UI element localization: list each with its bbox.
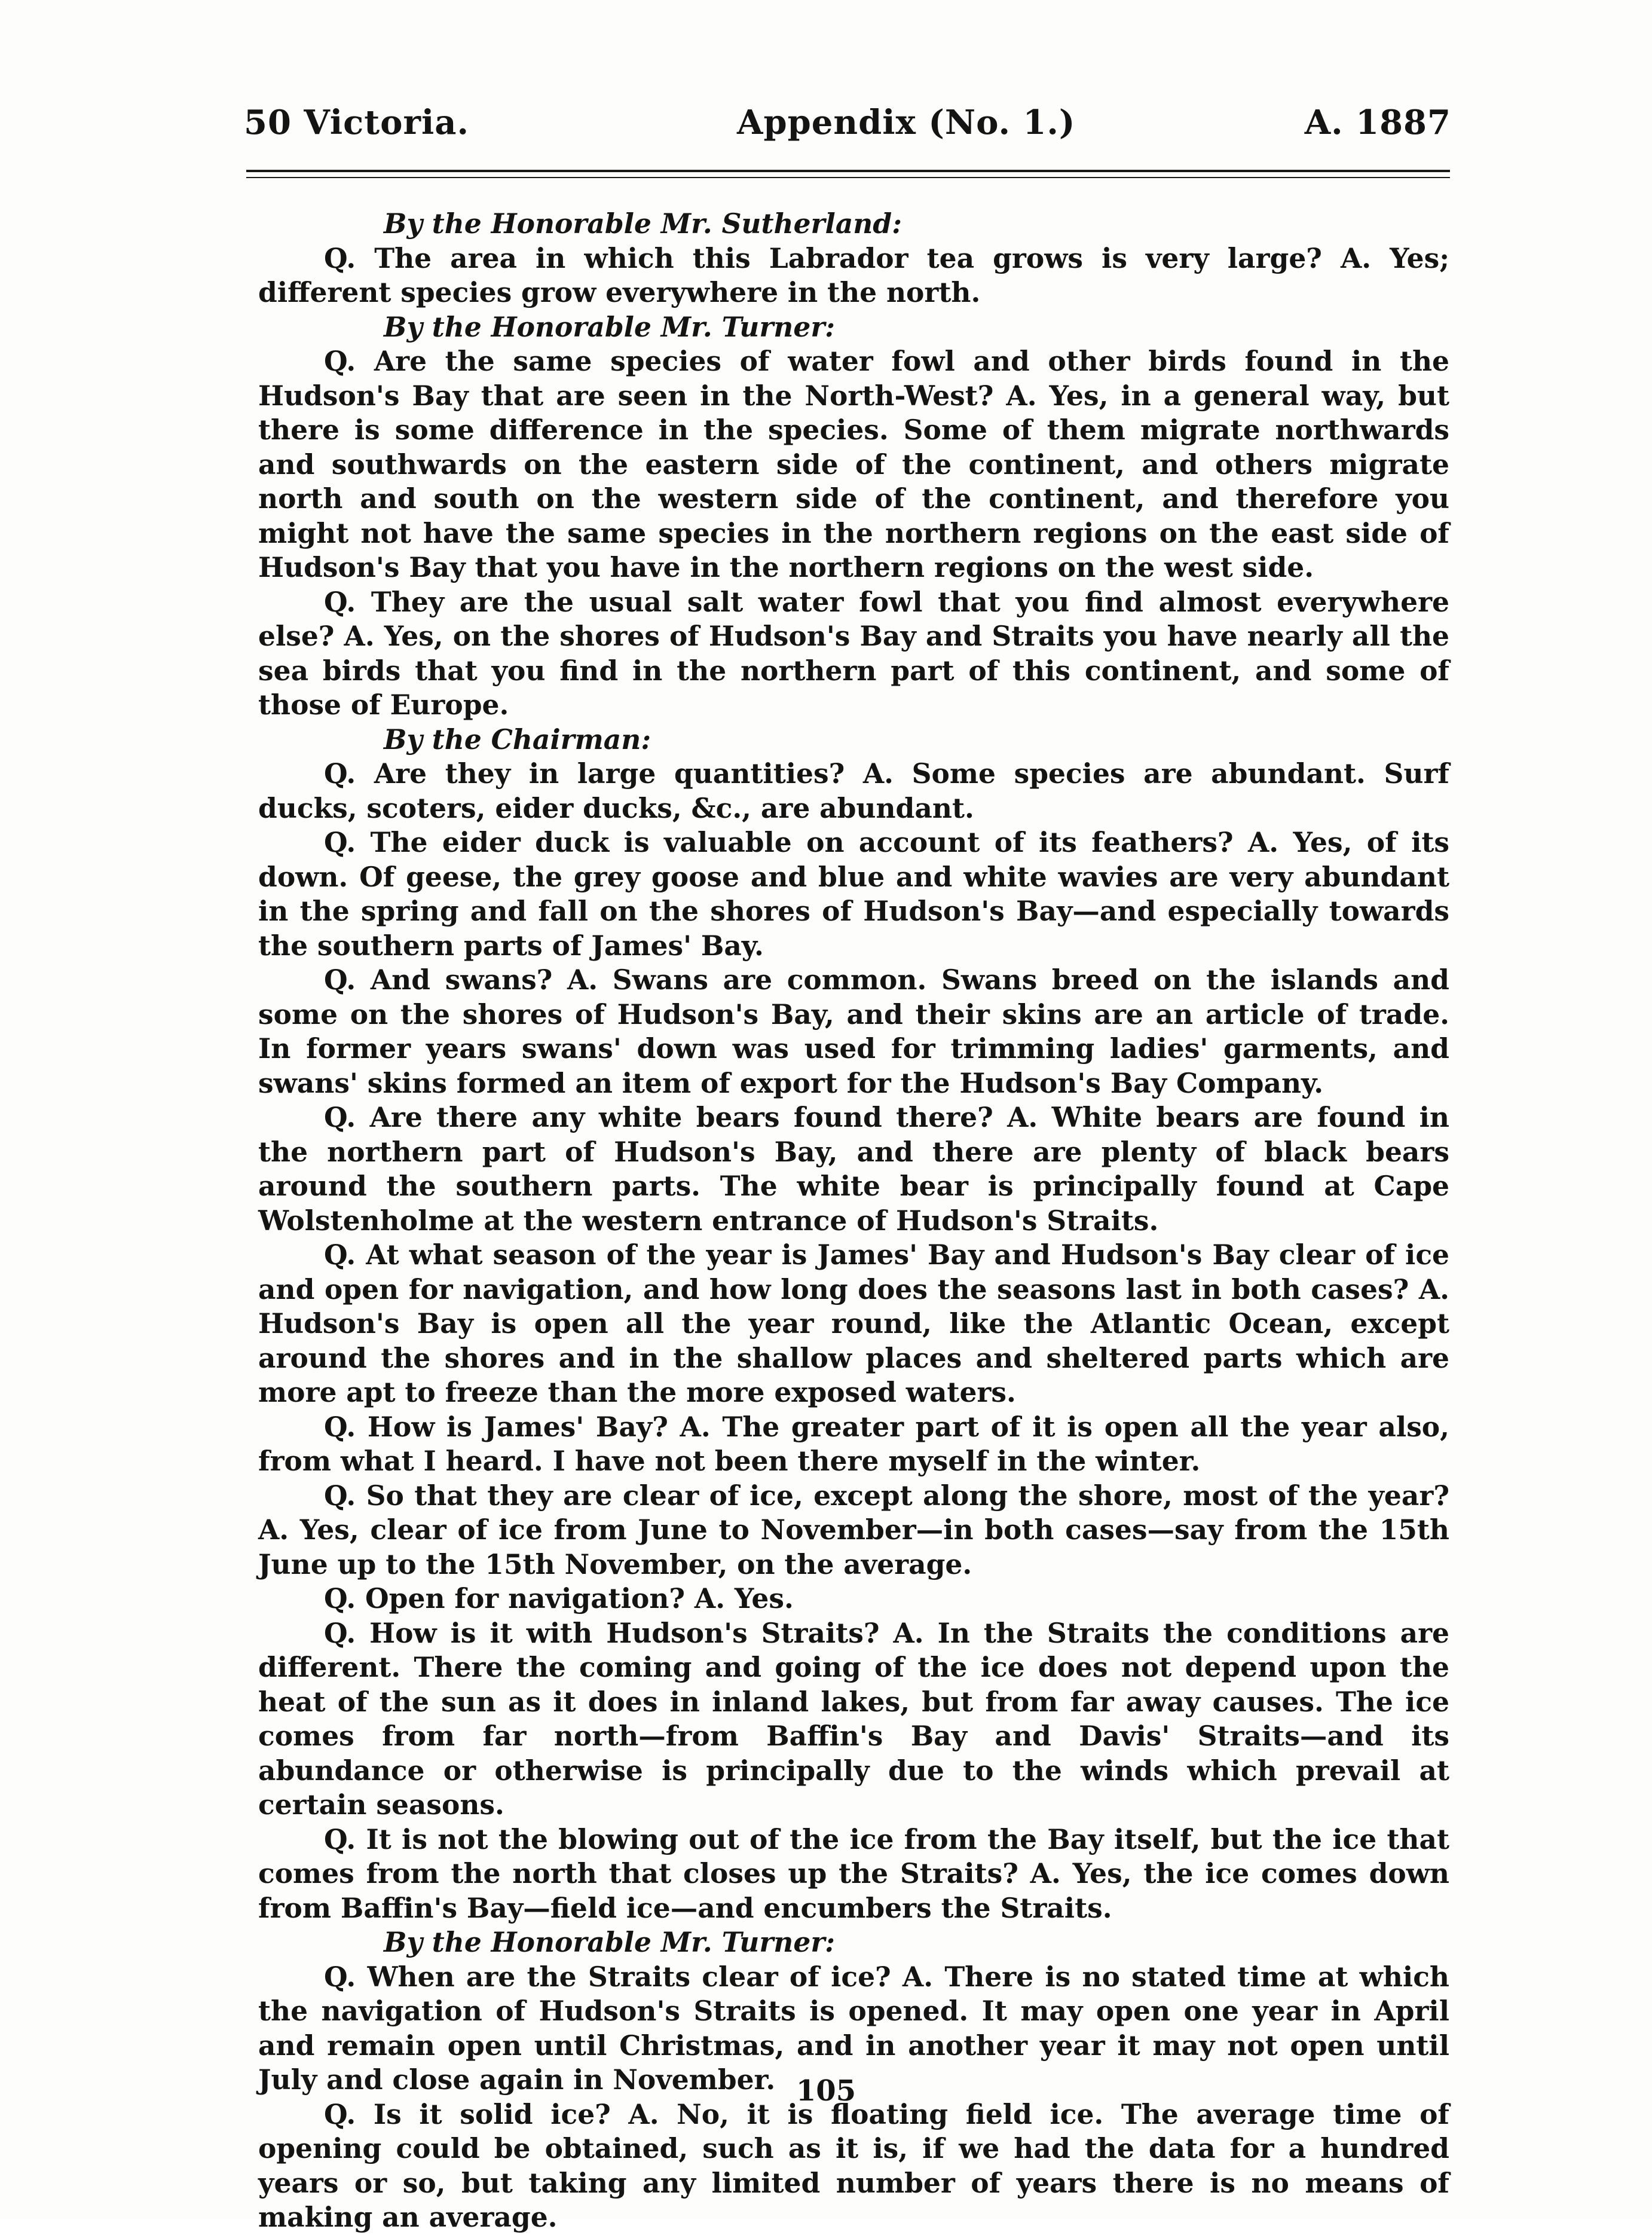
question-answer: Q. Open for navigation? A. Yes.: [324, 1582, 794, 1615]
speaker-heading: By the Chairman:: [384, 723, 651, 756]
question-answer: Q. So that they are clear of ice, except along the shore, most of the year? A. Yes, clear of ice from June to November—in both cases—say from the 15th June up to the 15th November, on the average.: [258, 1479, 1449, 1580]
speaker-heading: By the Honorable Mr. Sutherland:: [384, 207, 902, 240]
header-rule-thick: [246, 170, 1450, 172]
transcript-body: [258, 207, 1449, 2235]
question-answer: Q. At what season of the year is James' Bay and Hudson's Bay clear of ice and open for navigation, and how long does the seasons last in both cases? A. Hudson's Bay is open all the year round, like the Atlantic Ocean, except around the shores and in the shallow places and sheltered parts which are more apt to freeze than the more exposed waters.: [258, 1239, 1449, 1408]
question-answer: Q. Are there any white bears found there? A. White bears are found in the northern part of Hudson's Bay, and there are plenty of black bears around the southern parts. The white bear is principally found at Cape Wolstenholme at the western entrance of Hudson's Straits.: [258, 1101, 1449, 1237]
question-answer: Q. How is it with Hudson's Straits? A. In the Straits the conditions are different. There the coming and going of the ice does not depend upon the heat of the sun as it does in inland lakes, but from far away causes. The ice comes from far north—from Baffin's Bay and Davis' Straits—and its abundance or otherwise is principally due to the winds which prevail at certain seasons.: [258, 1616, 1449, 1821]
page-number: 105: [796, 2074, 856, 2108]
header-year: A. 1887: [1304, 103, 1451, 142]
question-answer: Q. The area in which this Labrador tea grows is very large? A. Yes; different species grow everywhere in the north.: [258, 241, 1449, 308]
page-header: [244, 103, 1451, 151]
question-answer: Q. They are the usual salt water fowl that you find almost everywhere else? A. Yes, on the shores of Hudson's Bay and Straits you have nearly all the sea birds that you find in the northern part of this continent, and some of those of Europe.: [258, 585, 1449, 721]
header-session: 50 Victoria.: [244, 103, 470, 142]
speaker-heading: By the Honorable Mr. Turner:: [384, 310, 836, 343]
header-appendix: Appendix (No. 1.): [737, 103, 1076, 142]
question-answer: Q. Are the same species of water fowl and other birds found in the Hudson's Bay that are seen in the North-West? A. Yes, in a general way, but there is some difference in the species. Some of them migrate northwards and southwards on the eastern side of the continent, and others migrate north and south on the western side of the continent, and therefore you might not have the same species in the northern regions on the east side of Hudson's Bay that you have in the northern regions on the west side.: [258, 345, 1449, 583]
speaker-heading: By the Honorable Mr. Turner:: [384, 1926, 836, 1958]
question-answer: Q. The eider duck is valuable on account of its feathers? A. Yes, of its down. Of geese, the grey goose and blue and white wavies are very abundant in the spring and fall on the shores of Hudson's Bay—and especially towards the southern parts of James' Bay.: [258, 826, 1449, 962]
question-answer: Q. How is James' Bay? A. The greater part of it is open all the year also, from what I heard. I have not been there myself in the winter.: [258, 1410, 1449, 1477]
question-answer: Q. And swans? A. Swans are common. Swans breed on the islands and some on the shores of Hudson's Bay, and their skins are an article of trade. In former years swans' down was used for trimming ladies' garments, and swans' skins formed an item of export for the Hudson's Bay Company.: [258, 964, 1449, 1099]
header-rule-thin: [246, 177, 1450, 178]
question-answer: Q. When are the Straits clear of ice? A. There is no stated time at which the navigation of Hudson's Straits is opened. It may open one year in April and remain open until Christmas, and in another year it may not open until July and close again in November.: [258, 1960, 1449, 2096]
question-answer: Q. Are they in large quantities? A. Some species are abundant. Surf ducks, scoters, eider ducks, &c., are abundant.: [258, 757, 1449, 824]
question-answer: Q. It is not the blowing out of the ice from the Bay itself, but the ice that comes from the north that closes up the Straits? A. Yes, the ice comes down from Baffin's Bay—field ice—and encumbers the Straits.: [258, 1823, 1449, 1924]
question-answer: Q. Is it solid ice? A. No, it is floating field ice. The average time of opening could be obtained, such as it is, if we had the data for a hundred years or so, but taking any limited number of years there is no means of making an average.: [258, 2098, 1449, 2233]
